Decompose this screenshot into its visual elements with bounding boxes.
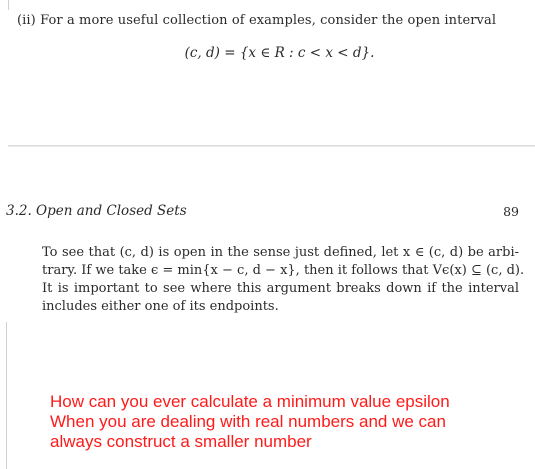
display-equation [0, 45, 535, 61]
page-edge-line [8, 0, 9, 10]
note-line: always construct a smaller number [50, 432, 312, 451]
note-line: When you are dealing with real numbers and we can [50, 412, 446, 431]
paragraph-line: To see that (c, d) is open in the sense just defined, let x ∈ (c, d) be arbi- [42, 245, 519, 260]
note-line: How can you ever calculate a minimum value epsilon [50, 392, 450, 411]
paragraph-line: It is important to see where this argument breaks down if the interval [42, 281, 519, 296]
page-number: 89 [503, 204, 519, 219]
paragraph-line: trary. If we take ϵ = min{x − c, d − x}, then it follows that Vϵ(x) ⊆ (c, d). [42, 263, 525, 278]
body-paragraph [42, 244, 525, 316]
handwritten-note [50, 392, 520, 452]
page-edge-line [6, 322, 7, 469]
paragraph-line: includes either one of its endpoints. [42, 299, 279, 314]
equation-text: (c, d) = {x ∈ R : c < x < d}. [184, 45, 375, 61]
page-divider [8, 145, 535, 147]
item-text: (ii) For a more useful collection of examples, consider the open interval [17, 13, 497, 28]
running-head-section: 3.2. Open and Closed Sets [6, 203, 187, 219]
